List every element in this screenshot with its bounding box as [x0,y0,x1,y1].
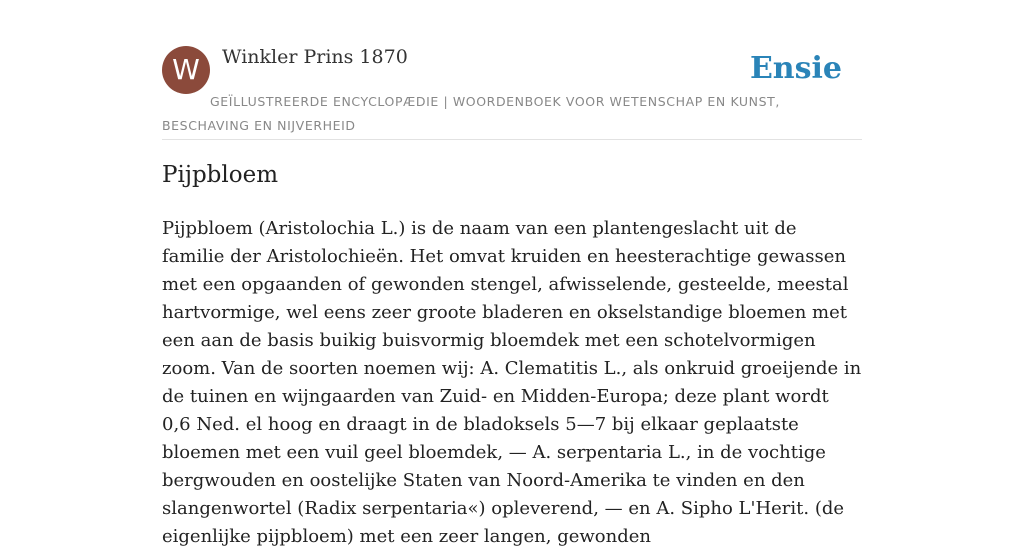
source-avatar[interactable]: W [162,46,210,94]
article-body: Pijpbloem (Aristolochia L.) is de naam van een plantengeslacht uit de familie der Aristolochieën. Het omvat kruiden en heesterachtige gewassen met een opgaanden of gewonden stengel, afwisselende, gesteelde, meestal hartvormige, wel eens zeer groote bladeren en okselstandige bloemen met een aan de basis buikig buisvormig bloemdek met een schotelvormigen zoom. Van de soorten noemen wij: A. Clematitis L., als onkruid groeijende in de tuinen en wijngaarden van Zuid- en Midden-Europa; deze plant wordt 0,6 Ned. el hoog en draagt in de bladoksels 5—7 bij elkaar geplaatste bloemen met een vuil geel bloemdek, — A. serpentaria L., in de vochtige bergwouden en oostelijke Staten van Noord-Amerika te vinden en den slangenwortel (Radix serpentaria«) opleverend, — en A. Sipho L'Herit. (de eigenlijke pijpbloem) met een zeer langen, gewonden [162,218,862,547]
source-title[interactable]: Winkler Prins 1870 [222,46,408,68]
source-subtitle: GEÏLLUSTREERDE ENCYCLOPÆDIE | WOORDENBOEK VOOR WETENSCHAP EN KUNST, BESCHAVING EN NIJVERHEID [162,94,780,133]
header-divider [162,139,862,140]
brand-logo[interactable]: Ensie [749,51,842,86]
article-title: Pijpbloem [162,162,279,188]
